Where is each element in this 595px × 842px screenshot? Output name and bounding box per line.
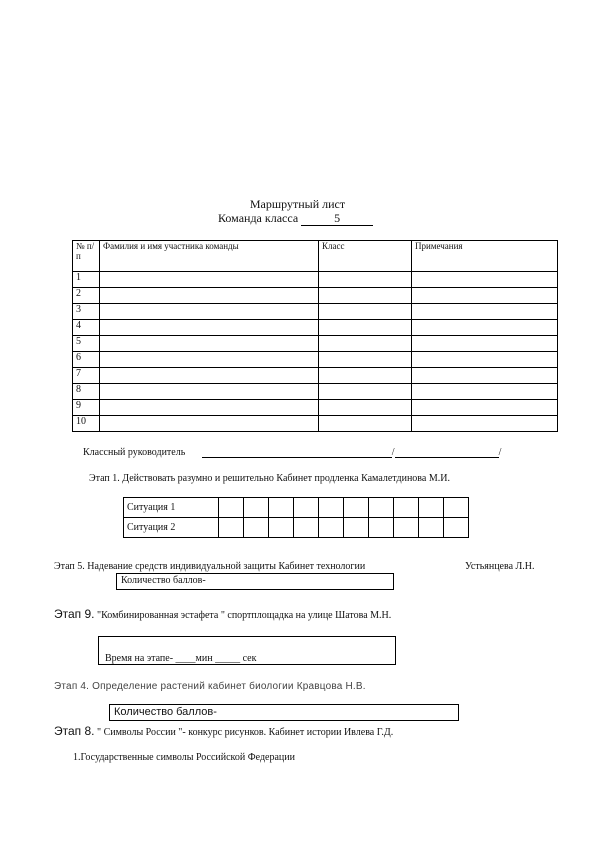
stage8-title bbox=[54, 724, 393, 738]
score-cell[interactable] bbox=[344, 518, 369, 538]
name-cell[interactable] bbox=[100, 400, 319, 416]
name-cell[interactable] bbox=[100, 416, 319, 432]
score-cell[interactable] bbox=[444, 498, 469, 518]
situation-row bbox=[124, 518, 469, 538]
class-cell[interactable] bbox=[319, 304, 412, 320]
notes-cell[interactable] bbox=[412, 272, 558, 288]
team-class-field[interactable] bbox=[301, 211, 373, 226]
stage8-text: " Символы России "- конкурс рисунков. Кабинет истории Ивлева Г.Д. bbox=[97, 727, 394, 738]
situation-label: Ситуация 1 bbox=[124, 498, 219, 518]
table-row bbox=[73, 272, 558, 288]
notes-cell[interactable] bbox=[412, 400, 558, 416]
table-row bbox=[73, 368, 558, 384]
row-number: 10 bbox=[73, 416, 100, 432]
name-cell[interactable] bbox=[100, 288, 319, 304]
table-row bbox=[73, 400, 558, 416]
stage5-score-box[interactable] bbox=[116, 573, 394, 590]
score-cell[interactable] bbox=[294, 498, 319, 518]
score-cell[interactable] bbox=[319, 518, 344, 538]
score-cell[interactable] bbox=[444, 518, 469, 538]
row-number: 8 bbox=[73, 384, 100, 400]
stage8-score-box[interactable] bbox=[109, 704, 459, 721]
page-title: Маршрутный лист bbox=[249, 197, 346, 211]
stage9-time-label: Время на этапе- ____мин _____ сек bbox=[105, 653, 257, 664]
score-cell[interactable] bbox=[369, 498, 394, 518]
stage5-score-label: Количество баллов- bbox=[121, 575, 206, 586]
table-row bbox=[73, 384, 558, 400]
roster-table bbox=[72, 240, 558, 432]
score-cell[interactable] bbox=[419, 498, 444, 518]
row-number: 4 bbox=[73, 320, 100, 336]
name-cell[interactable] bbox=[100, 336, 319, 352]
score-cell[interactable] bbox=[394, 498, 419, 518]
stage5-teacher: Устьянцева Л.Н. bbox=[465, 561, 535, 572]
score-cell[interactable] bbox=[369, 518, 394, 538]
score-cell[interactable] bbox=[319, 498, 344, 518]
notes-cell[interactable] bbox=[412, 352, 558, 368]
score-cell[interactable] bbox=[394, 518, 419, 538]
row-number: 1 bbox=[73, 272, 100, 288]
class-cell[interactable] bbox=[319, 352, 412, 368]
class-cell[interactable] bbox=[319, 336, 412, 352]
score-cell[interactable] bbox=[344, 498, 369, 518]
col-class: Класс bbox=[319, 241, 412, 272]
class-cell[interactable] bbox=[319, 272, 412, 288]
notes-cell[interactable] bbox=[412, 320, 558, 336]
stage8-item1: 1.Государственные символы Российской Федерации bbox=[73, 752, 295, 763]
row-number: 5 bbox=[73, 336, 100, 352]
class-cell[interactable] bbox=[319, 400, 412, 416]
table-row bbox=[73, 336, 558, 352]
score-cell[interactable] bbox=[244, 498, 269, 518]
name-cell[interactable] bbox=[100, 320, 319, 336]
teacher-signature-field[interactable] bbox=[395, 446, 499, 458]
score-cell[interactable] bbox=[419, 518, 444, 538]
col-notes: Примечания bbox=[412, 241, 558, 272]
row-number: 9 bbox=[73, 400, 100, 416]
situation-row bbox=[124, 498, 469, 518]
stage1-title: Этап 1. Действовать разумно и решительно Кабинет продленка Камалетдинова М.И. bbox=[89, 473, 450, 484]
teacher-label: Классный руководитель bbox=[83, 447, 186, 458]
notes-cell[interactable] bbox=[412, 368, 558, 384]
table-row bbox=[73, 288, 558, 304]
notes-cell[interactable] bbox=[412, 416, 558, 432]
situation-table bbox=[123, 497, 469, 538]
class-cell[interactable] bbox=[319, 320, 412, 336]
name-cell[interactable] bbox=[100, 304, 319, 320]
row-number: 2 bbox=[73, 288, 100, 304]
name-cell[interactable] bbox=[100, 368, 319, 384]
stage8-prefix: Этап 8. bbox=[54, 724, 95, 738]
team-class-value: 5 bbox=[334, 211, 341, 225]
team-prefix: Команда класса bbox=[218, 211, 299, 225]
row-number: 7 bbox=[73, 368, 100, 384]
row-number: 3 bbox=[73, 304, 100, 320]
class-cell[interactable] bbox=[319, 288, 412, 304]
row-number: 6 bbox=[73, 352, 100, 368]
score-cell[interactable] bbox=[269, 498, 294, 518]
class-cell[interactable] bbox=[319, 368, 412, 384]
roster-header-row bbox=[73, 241, 558, 272]
notes-cell[interactable] bbox=[412, 304, 558, 320]
teacher-line: Классный руководитель / / bbox=[83, 447, 502, 458]
class-cell[interactable] bbox=[319, 416, 412, 432]
col-number: № п/п bbox=[73, 241, 100, 272]
notes-cell[interactable] bbox=[412, 336, 558, 352]
score-cell[interactable] bbox=[294, 518, 319, 538]
stage4-title: Этап 4. Определение растений кабинет биологии Кравцова Н.В. bbox=[54, 681, 366, 692]
table-row bbox=[73, 416, 558, 432]
score-cell[interactable] bbox=[219, 498, 244, 518]
teacher-name-field[interactable] bbox=[202, 446, 392, 458]
score-cell[interactable] bbox=[269, 518, 294, 538]
stage8-score-label: Количество баллов- bbox=[114, 706, 217, 718]
stage9-time-box[interactable] bbox=[98, 636, 396, 665]
notes-cell[interactable] bbox=[412, 288, 558, 304]
table-row bbox=[73, 352, 558, 368]
table-row bbox=[73, 320, 558, 336]
notes-cell[interactable] bbox=[412, 384, 558, 400]
name-cell[interactable] bbox=[100, 352, 319, 368]
table-row bbox=[73, 304, 558, 320]
name-cell[interactable] bbox=[100, 272, 319, 288]
class-cell[interactable] bbox=[319, 384, 412, 400]
name-cell[interactable] bbox=[100, 384, 319, 400]
team-line bbox=[218, 211, 373, 226]
situation-label: Ситуация 2 bbox=[124, 518, 219, 538]
stage9-text: "Комбинированная эстафета " спортплощадка на улице Шатова М.Н. bbox=[97, 610, 392, 621]
score-cell[interactable] bbox=[219, 518, 244, 538]
stage9-prefix: Этап 9. bbox=[54, 607, 95, 621]
stage5-title: Этап 5. Надевание средств индивидуальной защиты Кабинет технологии bbox=[54, 561, 366, 572]
stage9-title bbox=[54, 607, 391, 621]
score-cell[interactable] bbox=[244, 518, 269, 538]
col-name: Фамилия и имя участника команды bbox=[100, 241, 319, 272]
